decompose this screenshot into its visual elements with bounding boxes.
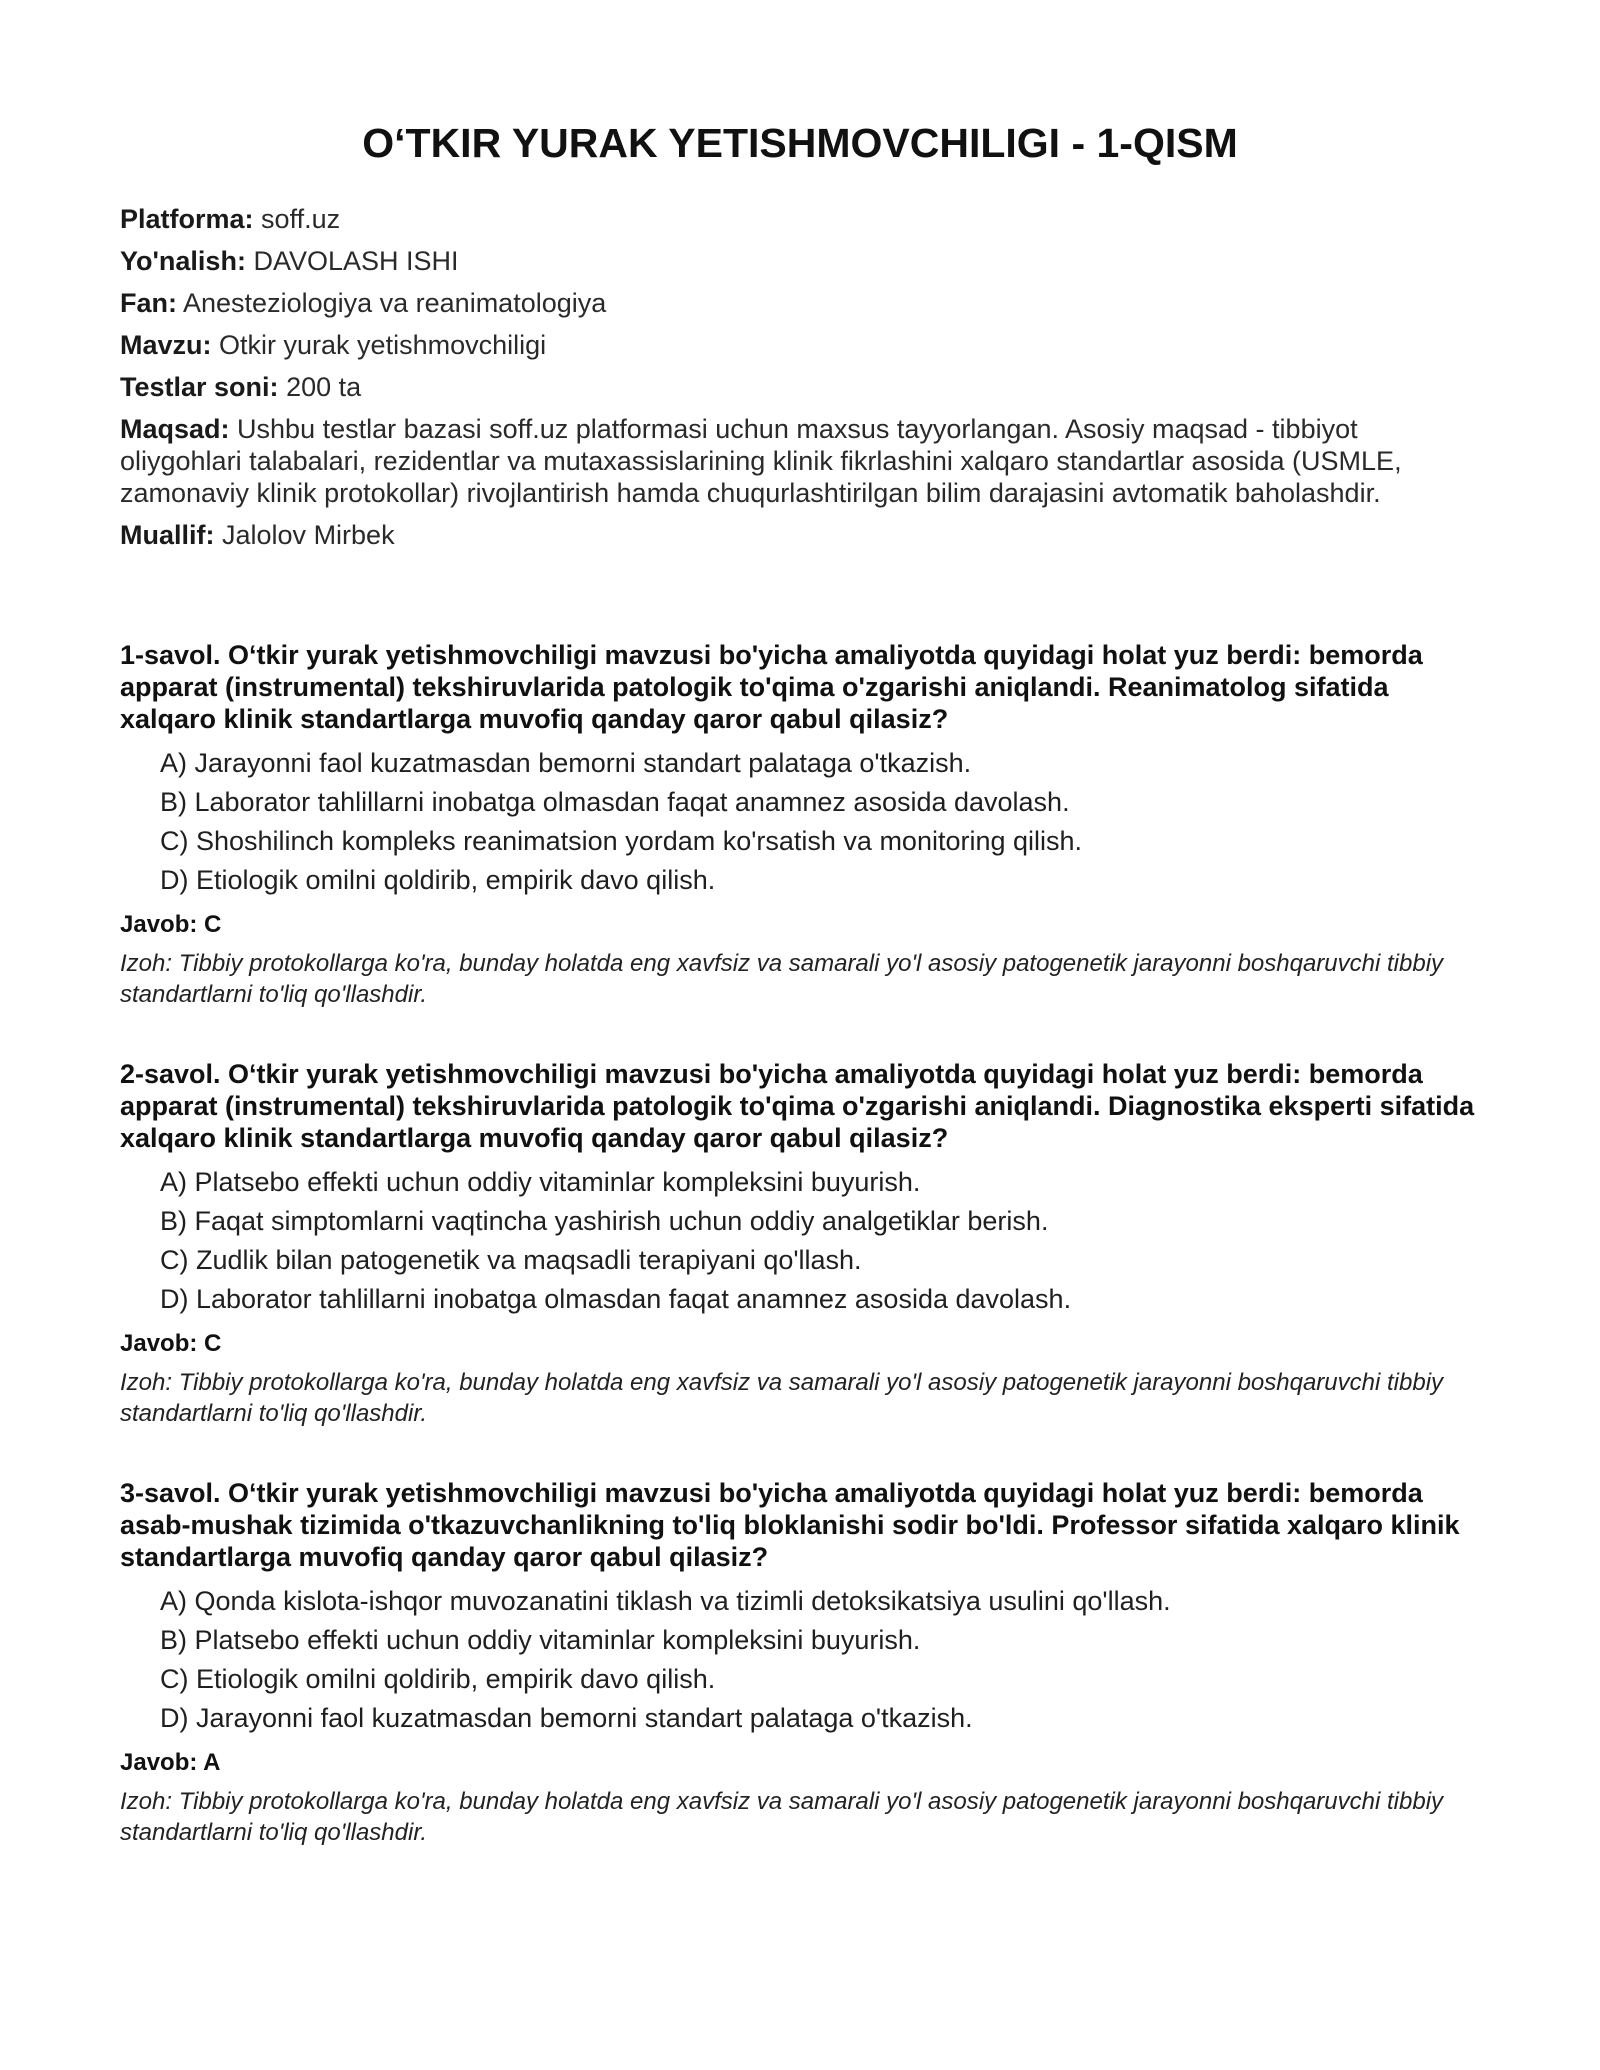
option-c: C) Shoshilinch kompleks reanimatsion yordam ko'rsatish va monitoring qilish. [160,826,1083,856]
correct-answer: Javob: C [120,911,222,938]
meta-label: Maqsad: [120,414,230,444]
answer-options [120,1166,1480,1315]
option-b: B) Faqat simptomlarni vaqtincha yashirish uchun oddiy analgetiklar berish. [160,1206,1049,1236]
meta-direction [120,245,1480,277]
question-text: 2-savol. O‘tkir yurak yetishmovchiligi mavzusi bo'yicha amaliyotda quyidagi holat yuz berdi: bemorda apparat (instrumental) tekshiruvlarida patologik to'qima o'zgarishi aniqlandi. Diagnostika eksperti sifatida xalqaro klinik standartlarga muvofiq qanday qaror qabul qilasiz? [120,1059,1475,1153]
question-text: 1-savol. O‘tkir yurak yetishmovchiligi mavzusi bo'yicha amaliyotda quyidagi holat yuz berdi: bemorda apparat (instrumental) tekshiruvlarida patologik to'qima o'zgarishi aniqlandi. Reanimatolog sifatida xalqaro klinik standartlarga muvofiq qanday qaror qabul qilasiz? [120,640,1423,734]
questions-section [120,639,1480,1848]
meta-author [120,519,1480,551]
meta-label: Muallif: [120,520,215,550]
document-title: O‘TKIR YURAK YETISHMOVCHILIGI - 1-QISM [362,120,1238,166]
meta-value: DAVOLASH ISHI [253,246,459,276]
option-d: D) Jarayonni faol kuzatmasdan bemorni standart palataga o'tkazish. [160,1703,973,1733]
option-a: A) Jarayonni faol kuzatmasdan bemorni standart palataga o'tkazish. [160,748,972,778]
meta-label: Fan: [120,288,177,318]
correct-answer: Javob: C [120,1330,222,1357]
answer-options [120,747,1480,896]
meta-purpose [120,413,1480,509]
meta-label: Mavzu: [120,330,212,360]
option-c: C) Zudlik bilan patogenetik va maqsadli terapiyani qo'llash. [160,1245,862,1275]
option-d: D) Etiologik omilni qoldirib, empirik davo qilish. [160,865,716,895]
question-2 [120,1058,1480,1429]
meta-platform [120,203,1480,235]
meta-value: Jalolov Mirbek [222,520,395,550]
meta-subject [120,287,1480,319]
question-text: 3-savol. O‘tkir yurak yetishmovchiligi mavzusi bo'yicha amaliyotda quyidagi holat yuz berdi: bemorda asab-mushak tizimida o'tkazuvchanlikning to'liq bloklanishi sodir bo'ldi. Professor sifatida xalqaro klinik standartlarga muvofiq qanday qaror qabul qilasiz? [120,1478,1460,1572]
answer-explanation: Izoh: Tibbiy protokollarga ko'ra, bunday holatda eng xavfsiz va samarali yo'l asosiy patogenetik jarayonni boshqaruvchi tibbiy standartlarni to'liq qo'llashdir. [120,1788,1444,1846]
question-3 [120,1477,1480,1848]
meta-test-count [120,371,1480,403]
metadata-section [120,203,1480,551]
answer-explanation: Izoh: Tibbiy protokollarga ko'ra, bunday holatda eng xavfsiz va samarali yo'l asosiy patogenetik jarayonni boshqaruvchi tibbiy standartlarni to'liq qo'llashdir. [120,950,1444,1008]
meta-label: Yo'nalish: [120,246,246,276]
answer-explanation: Izoh: Tibbiy protokollarga ko'ra, bunday holatda eng xavfsiz va samarali yo'l asosiy patogenetik jarayonni boshqaruvchi tibbiy standartlarni to'liq qo'llashdir. [120,1369,1444,1427]
meta-label: Testlar soni: [120,372,279,402]
meta-topic [120,329,1480,361]
meta-value: Ushbu testlar bazasi soff.uz platformasi uchun maxsus tayyorlangan. Asosiy maqsad - tibbiyot oliygohlari talabalari, rezidentlar va mutaxassislarining klinik fikrlashini xalqaro standartlar asosida (USMLE, zamonaviy klinik protokollar) rivojlantirish hamda chuqurlashtirilgan bilim darajasini avtomatik baholashdir. [120,414,1402,508]
answer-options [120,1585,1480,1734]
option-c: C) Etiologik omilni qoldirib, empirik davo qilish. [160,1664,716,1694]
meta-value: 200 ta [286,372,362,402]
meta-value: Anesteziologiya va reanimatologiya [183,288,607,318]
meta-value: Otkir yurak yetishmovchiligi [219,330,547,360]
question-1 [120,639,1480,1010]
meta-label: Platforma: [120,204,254,234]
option-a: A) Qonda kislota-ishqor muvozanatini tiklash va tizimli detoksikatsiya usulini qo'llash. [160,1586,1171,1616]
option-d: D) Laborator tahlillarni inobatga olmasdan faqat anamnez asosida davolash. [160,1284,1072,1314]
option-b: B) Platsebo effekti uchun oddiy vitaminlar kompleksini buyurish. [160,1625,921,1655]
correct-answer: Javob: A [120,1749,221,1776]
meta-value: soff.uz [261,204,341,234]
option-b: B) Laborator tahlillarni inobatga olmasdan faqat anamnez asosida davolash. [160,787,1070,817]
option-a: A) Platsebo effekti uchun oddiy vitaminlar kompleksini buyurish. [160,1167,921,1197]
